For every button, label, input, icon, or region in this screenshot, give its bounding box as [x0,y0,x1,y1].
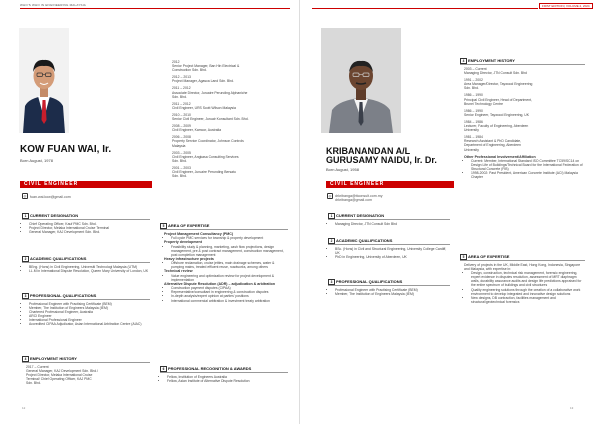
person1-email [22,194,71,200]
section-number-4: 4 [22,356,29,363]
list-item: • BSc. (Hons) in Civil and Structural Engineering, University College Cardiff, UK [335,247,450,255]
section-number-6: 6 [160,366,167,373]
list-item: • Fellow, Asian Institute of Alternative Dispute Resolution [167,379,288,383]
person1-history-column [172,60,284,181]
list-item: • PhD in Engineering, University of Aberdeen, UK [335,255,450,259]
section-number-5: 5 [460,254,467,261]
person1-born: Born August, 1978 [20,158,53,163]
expertise-heading: Alternative Dispute Resolution (ADR) – adjudication & arbitration [164,281,276,286]
list-item: • General Manager, KAJ Development Sdn. Bhd. [29,230,150,234]
person1-recognition [160,366,288,383]
history-entry: 2011 – 2012 Associate Director, Juruaire Perunding Alphaniche Sdn. Bhd. [172,86,248,99]
history-entry: 2003 – 2005 Civil Engineer, Angkasa Consulting Services Sdn. Bhd. [172,150,239,163]
list-item: • 1998-2002: Past President, American Concrete Institute (ACI) Malaysia Chapter [471,171,585,179]
list-item: • Fellow, Institution of Engineers Australia [167,375,288,379]
list-item: • Accredited CIPAA Adjudicator, Asian International Arbitration Centre (AIAC) [29,322,150,326]
person1-name: KOW FUAN WAI, Ir. [20,144,112,155]
list-item: • Professional Engineer with Practising Certificate (BEM) [29,302,150,306]
list-item: • International commercial arbitration & investment treaty arbitration [171,299,288,303]
history-entry: 2011 – 2012 Civil Engineer, URS Scott Wilson Malaysia [172,101,236,110]
history-entry: 1984 – 1986 Lecturer, Faculty of Engineering, Aberdeen University [464,119,529,133]
list-item: • International Professional Engineer [29,318,150,322]
section-title: CURRENT DESIGNATION [336,213,385,218]
list-item: • Professional Engineer with Practising Certificate (BEM) [335,288,450,292]
section-title: ACADEMIC QUALIFICATIONS [336,238,393,243]
section-title: PROFESSIONAL QUALIFICATIONS [336,279,403,284]
history-entry: 1986 – 1990 Senior Engineer, Taywood Engineering, UK [464,108,529,117]
right-page [300,0,600,424]
running-header-right: FIRST EDITION | VOLUME 2, 2024 [539,3,593,9]
history-entry: 1981 – 1984 Research Assistant & PhD Candidate, Department of Engineering, Aberdeen University [464,135,522,152]
person1-professional [22,293,150,327]
employment-entry: 2017 – Current General Manager, KAJ Development Sdn. Bhd./ Project Director, Melaka International Cruise Terminal/ Chief Operating Officer, KAJ PMC Sdn. Bhd. [26,365,98,386]
other-affiliation-heading: Other Professional Involvement/Affiliation [464,154,536,159]
section-title: PROFESSIONAL RECOGNITION & AWARDS [168,366,252,371]
history-entry: 2012 – 2013 Project Manager, Agasca Land Sdn. Bhd. [172,75,235,84]
person1-expertise [160,223,288,303]
person1-employment [22,356,150,385]
section-number-2: 2 [328,238,335,245]
history-entry: 2008 – 2009 Civil Engineer, Kamcor, Australia [172,124,221,133]
person2-email-text[interactable]: drkribanga@ttconsult.com.my drkribanga@gmail.com [335,194,383,203]
person2-employment [460,58,585,179]
person2-professional [328,279,450,296]
expertise-heading: Property development [164,240,202,245]
section-number-3: 3 [22,293,29,300]
section-title: CURRENT DESIGNATION [30,213,79,218]
person2-name: KRIBANANDAN A/L GURUSAMY NAIDU, Ir. Dr. [326,146,437,166]
section-number-3: 3 [328,279,335,286]
person2-born: Born August, 1958 [326,167,359,172]
section-number-5: 5 [160,223,167,230]
list-item: • Managing Director, JTN Consult Sdn Bhd [335,222,450,226]
list-item: • New designs, DB contraction, facilities management and structural/geotechnical forensics [471,296,585,304]
person2-expertise [460,254,585,304]
person1-title-bar: CIVIL ENGINEER [20,181,152,188]
list-item: • LL.M in International Dispute Resolution, Queen Mary University of London, UK [29,269,150,273]
list-item: • Project Director, Melaka International Cruise Terminal [29,226,150,230]
list-item: • Current: Member, International Standard ISO Committee TC59/SC14 on Design Life of Buildings/Technical Board for the International Federation of Structural Concrete (FIB) [471,159,585,171]
section-number-4: 4 [460,58,467,65]
section-title: ACADEMIC QUALIFICATIONS [30,256,87,261]
portrait-photo-1 [19,28,69,133]
section-title: AREA OF EXPERTISE [468,254,510,259]
list-item: • Feasibility study & planning, marketing, cash flow projections, design management, pre & post contract management, construction management, post completion management [171,245,288,257]
person2-email [327,194,383,203]
history-entry: 2006 – 2008 Property Service Coordinator, Johnson Controls Malaysia [172,135,244,148]
section-title: EMPLOYMENT HISTORY [30,356,77,361]
list-item: • Chief Operating Officer, Kauf PMC Sdn. Bhd. [29,222,150,226]
person2-title-bar: CIVIL ENGINEER [326,181,454,188]
page-number-right: 13 [570,406,574,410]
list-item: • Design, construction, technical risk management, forensic engineering, expert evidence in disputes resolution, assessment of MRT diaphragm walls, durability assurance audits and design life predictions appraised for the entire spectrum of buildings and civil structures [471,271,585,287]
list-item: • In-depth analysis/expert opinion at parties' positions [171,294,288,298]
header-rule [20,8,290,9]
list-item: • Representative/consultant in engineering & construction disputes [171,290,288,294]
list-item: • Full cycle PMC services for township & property development [171,236,288,240]
person1-current-designation [22,213,150,234]
expertise-heading: Technical review [164,269,193,274]
section-number-1: 1 [22,213,29,220]
section-title: PROFESSIONAL QUALIFICATIONS [30,293,97,298]
list-item: • Member, The Institution of Engineers Malaysia (IEM) [335,292,450,296]
history-entry: 1986 – 1990 Principal Civil Engineer, Head of Department, Brunei Technology Centre [464,93,533,106]
history-entry: 1991 – 2002 Area Manager/Director, Taywood Engineering Sdn. Bhd. [464,78,533,91]
list-item: • BEng. (Hons) in Civil Engineering, Universiti Technologi Malaysia (UTM) [29,265,150,269]
expertise-heading: Project Management Consultancy (PMC) [164,232,234,236]
history-entry: 2012 Senior Project Manager, Ban Hin Electrical & Construction Sdn. Bhd. [172,60,240,73]
person2-academic [328,238,450,259]
history-entry: 2010 – 2010 Senior Civil Engineer, Juruair Konsultant Sdn. Bhd. [172,112,249,122]
list-item: • Construction payment disputes (CIPAA) [171,286,288,290]
email-icon: @ [328,194,332,198]
portrait-photo-2 [321,28,401,133]
list-item: • Value engineering and optimization review for project development & implementation [171,274,288,282]
section-title: EMPLOYMENT HISTORY [468,58,515,63]
history-entry: 2001 – 2003 Civil Engineer, Juruaire Perunding Bersatu Sdn. Bhd. [172,165,236,179]
list-item: • ARCI Engineer [29,314,150,318]
person2-current-designation [328,213,450,226]
section-number-1: 1 [328,213,335,220]
running-header-left: WHO'S WHO IN ENGINEERING MALAYSIA [20,3,86,7]
expertise-heading: Heavy infrastructure projects [164,256,214,261]
list-item: • Chartered Professional Engineer, Australia [29,310,150,314]
person1-academic [22,256,150,273]
list-item: • Quality engineering solutions through the creation of a collaborative work environment to develop integrated and innovative design solutions [471,288,585,296]
list-item: • Offshore reclamation, cruise jetties, main drainage schemes, water & pumping mains, treated effluent reuse, roadworks, among others [171,261,288,269]
section-title: AREA OF EXPERTISE [168,223,210,228]
page-number-left: 12 [22,406,26,410]
list-item: • Member, The Institution of Engineers Malaysia (IEM) [29,306,150,310]
section-number-2: 2 [22,256,29,263]
header-rule [312,8,538,9]
person1-email-text[interactable]: fuan.wai.kow@gmail.com [30,194,71,199]
email-icon: @ [23,194,27,198]
history-entry: 2003 – Current Managing Director, JTN Consult Sdn. Bhd [464,67,527,76]
expertise-intro: Delivery of projects in the UK, Middle East, Hong Kong, Indonesia, Singapore and Malaysia, with expertise in: [464,263,581,272]
